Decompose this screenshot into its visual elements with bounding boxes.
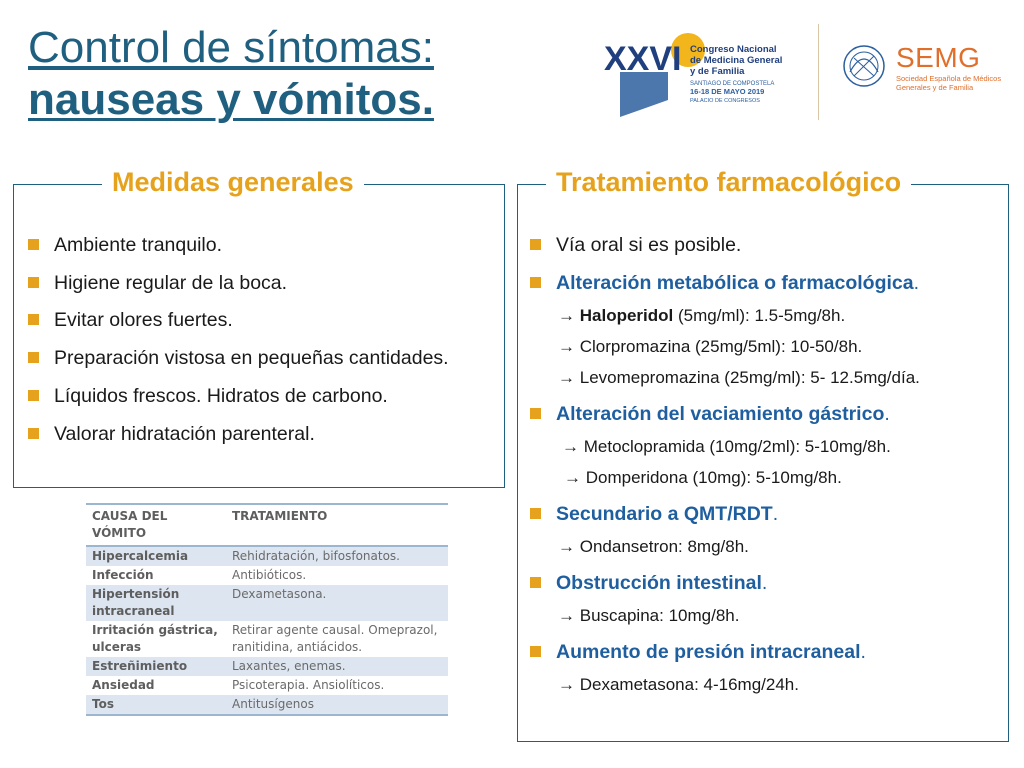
cause-cell: Hipercalcemia [86, 546, 226, 566]
item-period: . [761, 572, 768, 594]
tratamiento-box [517, 167, 1009, 742]
tratamiento-heading: Tratamiento farmacológico [546, 167, 911, 198]
congreso-line-3: y de Familia [690, 66, 745, 77]
arrow-right-icon: → [558, 306, 575, 325]
table-row [86, 546, 448, 566]
sub-item [528, 467, 1006, 489]
sub-item [528, 436, 1006, 458]
treatment-cell: Retirar agente causal. Omeprazol, ranitidina, antiácidos. [232, 623, 438, 654]
drug-dose: Levomepromazina (25mg/ml): 5- 12.5mg/día. [579, 368, 920, 387]
sub-item [528, 674, 1006, 696]
item-text: Líquidos frescos. Hidratos de carbono. [54, 385, 388, 407]
congreso-venue: PALACIO DE CONGRESOS [690, 98, 760, 104]
list-item [528, 269, 1006, 297]
sub-item [528, 336, 1006, 358]
table-row [86, 657, 448, 676]
table-row [86, 695, 448, 715]
bullet-square-icon [28, 390, 39, 401]
table-row [86, 676, 448, 695]
item-text: Aumento de presión intracraneal [556, 641, 861, 663]
semg-logo [838, 40, 1018, 100]
list-item [26, 269, 496, 297]
semg-name: SEMG [896, 42, 981, 73]
semg-emblem-icon [840, 42, 888, 90]
drug-dose: Ondansetron: 8mg/8h. [579, 537, 749, 556]
slide-title [28, 22, 434, 126]
medidas-heading: Medidas generales [102, 167, 364, 198]
list-item [528, 400, 1006, 428]
treatment-cell: Psicoterapia. Ansiolíticos. [232, 678, 385, 692]
cause-cell: Tos [86, 695, 226, 715]
item-text: Alteración metabólica o farmacológica [556, 272, 914, 294]
arrow-right-icon: → [558, 675, 575, 694]
list-item [528, 500, 1006, 528]
header-cause: CAUSA DEL VÓMITO [86, 504, 226, 546]
list-item [26, 344, 496, 373]
list-item [528, 638, 1006, 666]
title-line-1: Control de síntomas: [28, 23, 434, 72]
bullet-square-icon [28, 428, 39, 439]
arrow-right-icon: → [564, 468, 581, 487]
treatment-cell: Antibióticos. [232, 568, 307, 582]
bullet-square-icon [530, 239, 541, 250]
bullet-square-icon [530, 577, 541, 588]
congreso-logo [598, 22, 798, 122]
title-line-2: nauseas y vómitos. [28, 75, 434, 124]
treatment-cell: Laxantes, enemas. [226, 657, 448, 676]
semg-sub-line-1: Sociedad Española de Médicos [896, 74, 1002, 83]
semg-sub-line-2: Generales y de Familia [896, 83, 974, 92]
drug-dose: (5mg/ml): 1.5-5mg/8h. [673, 306, 846, 325]
congreso-city: SANTIAGO DE COMPOSTELA [690, 81, 775, 87]
medidas-generales-box [13, 167, 505, 488]
bullet-square-icon [530, 646, 541, 657]
item-period: . [884, 403, 890, 425]
congreso-line-2: de Medicina General [690, 55, 783, 66]
bullet-square-icon [28, 314, 39, 325]
bullet-square-icon [530, 277, 541, 288]
header-treatment: TRATAMIENTO [226, 504, 448, 546]
treatment-cell: Dexametasona. [226, 585, 448, 621]
arrow-right-icon: → [558, 368, 575, 387]
bullet-square-icon [28, 239, 39, 250]
arrow-right-icon: → [558, 537, 575, 556]
tratamiento-list [528, 231, 1006, 707]
arrow-right-icon: → [558, 337, 575, 356]
arrow-right-icon: → [562, 437, 579, 456]
item-text: Valorar hidratación parenteral. [54, 422, 315, 445]
congreso-numeral: XXVI [604, 40, 682, 78]
item-text: Preparación vistosa en pequeñas cantidades. [54, 346, 449, 369]
cause-cell: Estreñimiento [86, 657, 226, 676]
cause-treatment-table [86, 503, 448, 716]
congreso-line-1: Congreso Nacional [690, 44, 777, 55]
sub-item [528, 305, 1006, 327]
drug-dose: Clorpromazina (25mg/5ml): 10-50/8h. [579, 337, 863, 356]
item-period: . [860, 641, 866, 663]
cause-cell: Infección [92, 568, 154, 582]
blue-shape [620, 72, 668, 117]
item-period: . [913, 272, 920, 294]
item-text: Alteración del vaciamiento gástrico [556, 403, 885, 425]
cause-cell: Hipertensión intracraneal [86, 585, 226, 621]
list-item [528, 569, 1006, 597]
list-item [26, 382, 496, 410]
bullet-square-icon [28, 277, 39, 288]
congreso-dates: 16-18 DE MAYO 2019 [690, 87, 765, 96]
list-item [528, 231, 1006, 259]
sub-item [528, 536, 1006, 558]
treatment-cell: Antitusígenos [226, 695, 448, 715]
drug-dose: Domperidona (10mg): 5-10mg/8h. [585, 468, 842, 487]
table-header-row [86, 504, 448, 546]
drug-dose: Buscapina: 10mg/8h. [579, 606, 740, 625]
item-text: Obstrucción intestinal [556, 572, 762, 594]
list-item [26, 231, 496, 259]
semg-subtitle [896, 74, 1024, 92]
sub-item [528, 367, 1006, 389]
drug-name: Haloperidol [579, 306, 674, 325]
bullet-square-icon [28, 352, 39, 363]
item-text: Evitar olores fuertes. [54, 309, 233, 331]
arrow-right-icon: → [558, 606, 575, 625]
table-row [86, 566, 448, 585]
item-period: . [772, 503, 779, 525]
drug-dose: Dexametasona: 4-16mg/24h. [579, 675, 799, 694]
table-row [86, 585, 448, 621]
bullet-square-icon [530, 408, 541, 419]
table-row [86, 621, 448, 657]
logo-divider [818, 24, 819, 120]
cause-cell: Ansiedad [92, 678, 155, 692]
item-text: Ambiente tranquilo. [54, 234, 223, 256]
drug-dose: Metoclopramida (10mg/2ml): 5-10mg/8h. [583, 437, 891, 456]
item-text: Vía oral si es posible. [556, 234, 742, 256]
sub-item [528, 605, 1006, 627]
list-item [26, 306, 496, 334]
treatment-cell: Rehidratación, bifosfonatos. [226, 546, 448, 566]
list-item [26, 420, 496, 448]
bullet-square-icon [530, 508, 541, 519]
item-text: Higiene regular de la boca. [54, 271, 288, 294]
item-text: Secundario a QMT/RDT [556, 503, 773, 525]
cause-cell: Irritación gástrica, ulceras [92, 623, 218, 654]
medidas-list [26, 231, 496, 457]
